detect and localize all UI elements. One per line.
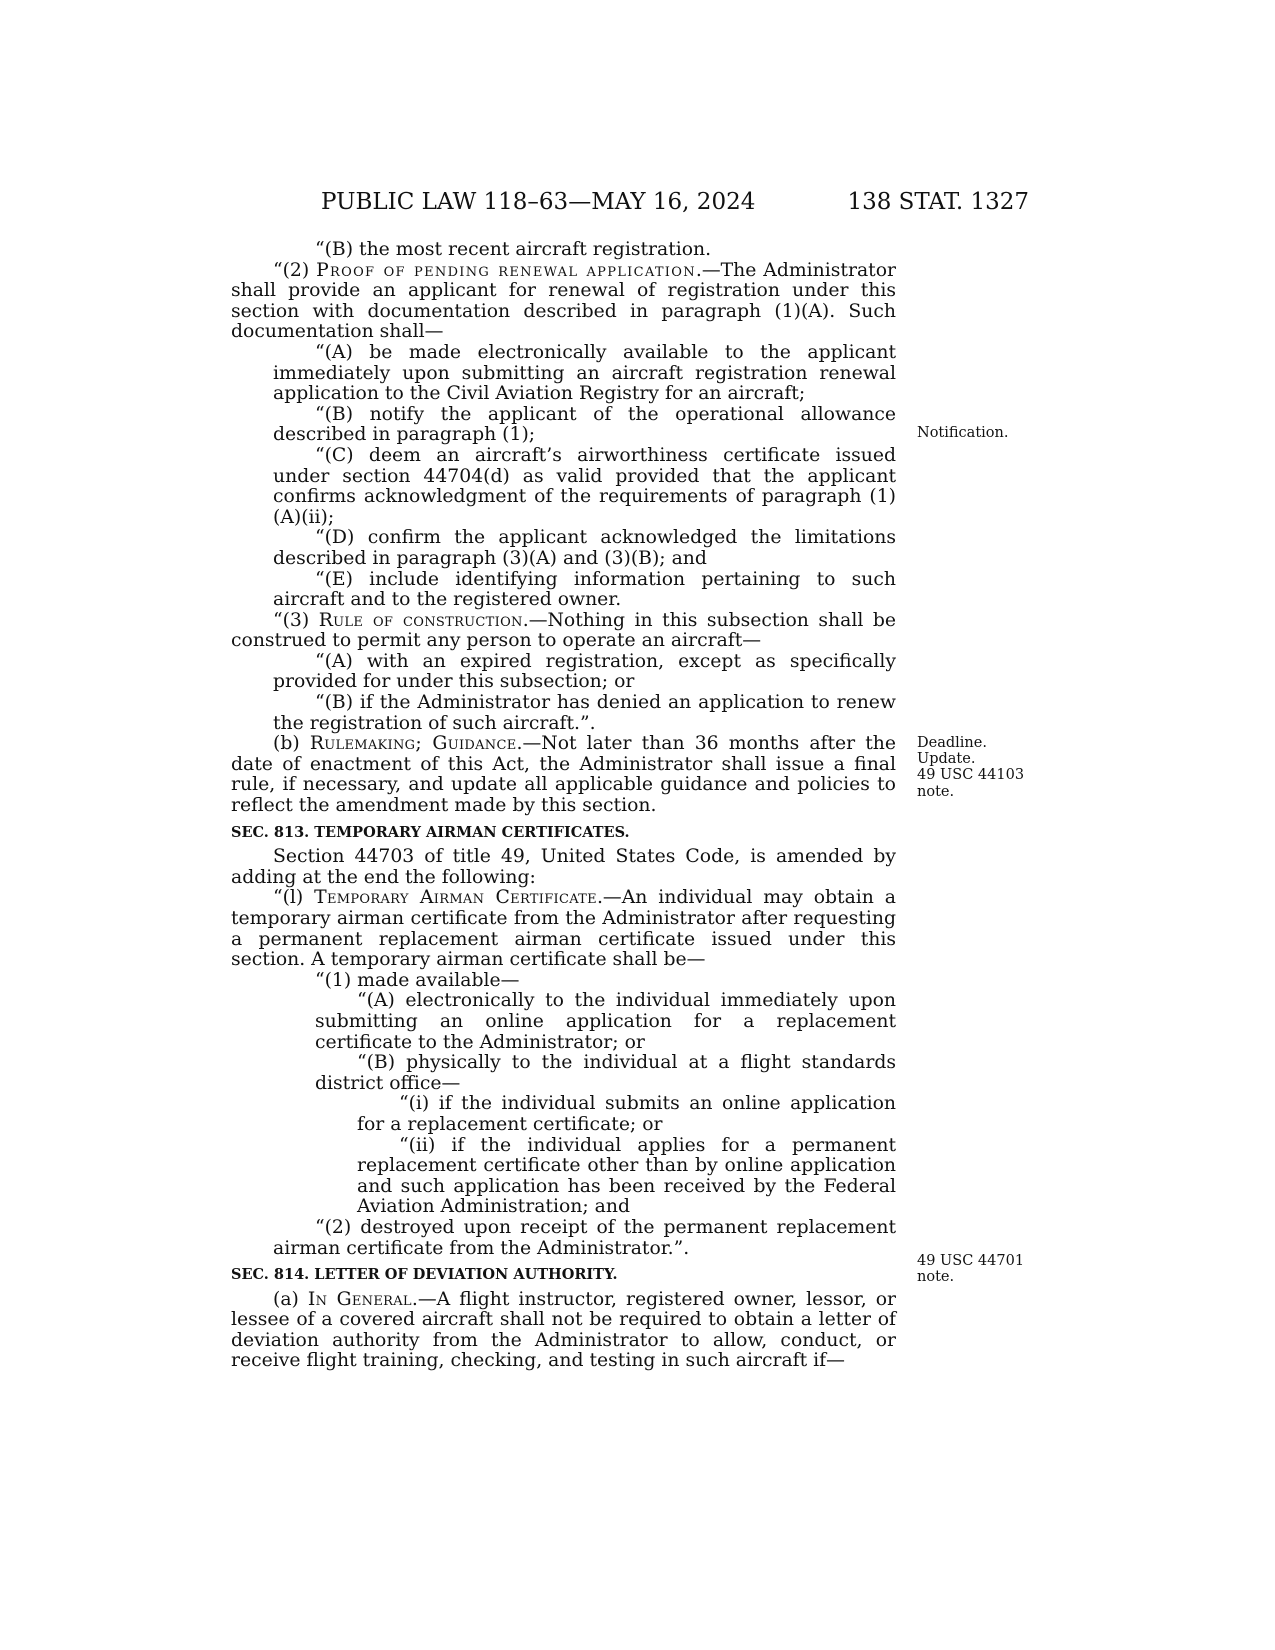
subparagraph-a-electronically: “(A) electronically to the individual immediately upon submitting an online application for a replacement certificate to the Administrator; or xyxy=(315,990,896,1053)
margin-note-notification: Notification. xyxy=(917,425,1009,441)
subsection-a-in-general: (a) In General.—A flight instructor, registered owner, lessor, or lessee of a covered aircraft shall not be required to obtain a letter of deviation authority from the Administrator to allow, conduct, or receive flight training, checking, and testing in such aircraft if— xyxy=(231,1288,896,1372)
subparagraph-b-denied: “(B) if the Administrator has denied an application to renew the registration of such aircraft.”. xyxy=(273,692,896,734)
subparagraph-b-physically: “(B) physically to the individual at a flight standards district office— xyxy=(315,1052,896,1094)
running-header xyxy=(231,184,1029,220)
paragraph-2-destroyed: “(2) destroyed upon receipt of the permanent replacement airman certificate from the Administrator.”. xyxy=(273,1216,896,1259)
subparagraph-a-electronic: “(A) be made electronically available to the applicant immediately upon submitting an aircraft registration renewal application to the Civil Aviation Registry for an aircraft; xyxy=(273,341,896,405)
law-citation-header: PUBLIC LAW 118–63—MAY 16, 2024 xyxy=(321,189,756,215)
subparagraph-c-deem: “(C) deem an aircraft’s airworthiness certificate issued under section 44704(d) as valid provided that the applicant confirms acknowledgment of the requirements of paragraph (1)(A)(ii); xyxy=(273,444,896,528)
heading-in-general: In General xyxy=(307,1288,412,1310)
margin-note-usc-44701: 49 USC 44701 note. xyxy=(917,1253,1025,1286)
section-813-heading: SEC. 813. TEMPORARY AIRMAN CERTIFICATES. xyxy=(231,823,630,841)
statute-body xyxy=(231,240,896,1372)
paragraph-1-made-available: “(1) made available— xyxy=(315,969,520,991)
subparagraph-d-confirm: “(D) confirm the applicant acknowledged the limitations described in paragraph (3)(A) and (3)(B); and xyxy=(273,527,896,569)
subsection-l-temporary-certificate: “(l) Temporary Airman Certificate.—An individual may obtain a temporary airman certificate from the Administrator after requesting a permanent replacement airman certificate issued under this section. A temporary airman certificate shall be— xyxy=(231,887,896,971)
heading-rule-of-construction: Rule of construction xyxy=(318,609,523,631)
subsection-b-rulemaking: (b) Rulemaking; Guidance.—Not later than 36 months after the date of enactment of this Act, the Administrator shall issue a final rule, if necessary, and update all applicable guidance and policies to reflect the amendment made by this section. xyxy=(231,733,896,817)
paragraph-proof-pending-renewal: “(2) Proof of pending renewal application.—The Administrator shall provide an applicant for renewal of registration under this section with documentation described in paragraph (1)(A). Such documentation shall— xyxy=(231,259,896,343)
section-814-heading: SEC. 814. LETTER OF DEVIATION AUTHORITY. xyxy=(231,1266,618,1284)
paragraph-1b: “(B) the most recent aircraft registration. xyxy=(315,239,712,260)
subparagraph-a-expired: “(A) with an expired registration, except as specifically provided for under this subsection; or xyxy=(273,650,896,693)
heading-proof-pending-renewal: Proof of pending renewal application xyxy=(316,259,696,281)
subparagraph-b-notify: “(B) notify the applicant of the operational allowance described in paragraph (1); xyxy=(273,403,896,446)
heading-rulemaking-guidance: Rulemaking; Guidance xyxy=(309,733,517,755)
clause-ii-other: “(ii) if the individual applies for a permanent replacement certificate other than by online application and such application has been received by the Federal Aviation Administration; and xyxy=(357,1134,896,1218)
page-statute-number: 138 STAT. 1327 xyxy=(847,189,1029,215)
heading-temporary-airman-certificate: Temporary Airman Certificate xyxy=(314,887,597,909)
margin-note-deadline: Deadline. Update. 49 USC 44103 note. xyxy=(917,735,1025,800)
subparagraph-e-include: “(E) include identifying information pertaining to such aircraft and to the registered owner. xyxy=(273,568,896,611)
paragraph-rule-of-construction: “(3) Rule of construction.—Nothing in this subsection shall be construed to permit any person to operate an aircraft— xyxy=(231,609,896,652)
clause-i-online: “(i) if the individual submits an online application for a replacement certificate; or xyxy=(357,1093,896,1135)
section-813-intro: Section 44703 of title 49, United States Code, is amended by adding at the end the following: xyxy=(231,846,896,888)
